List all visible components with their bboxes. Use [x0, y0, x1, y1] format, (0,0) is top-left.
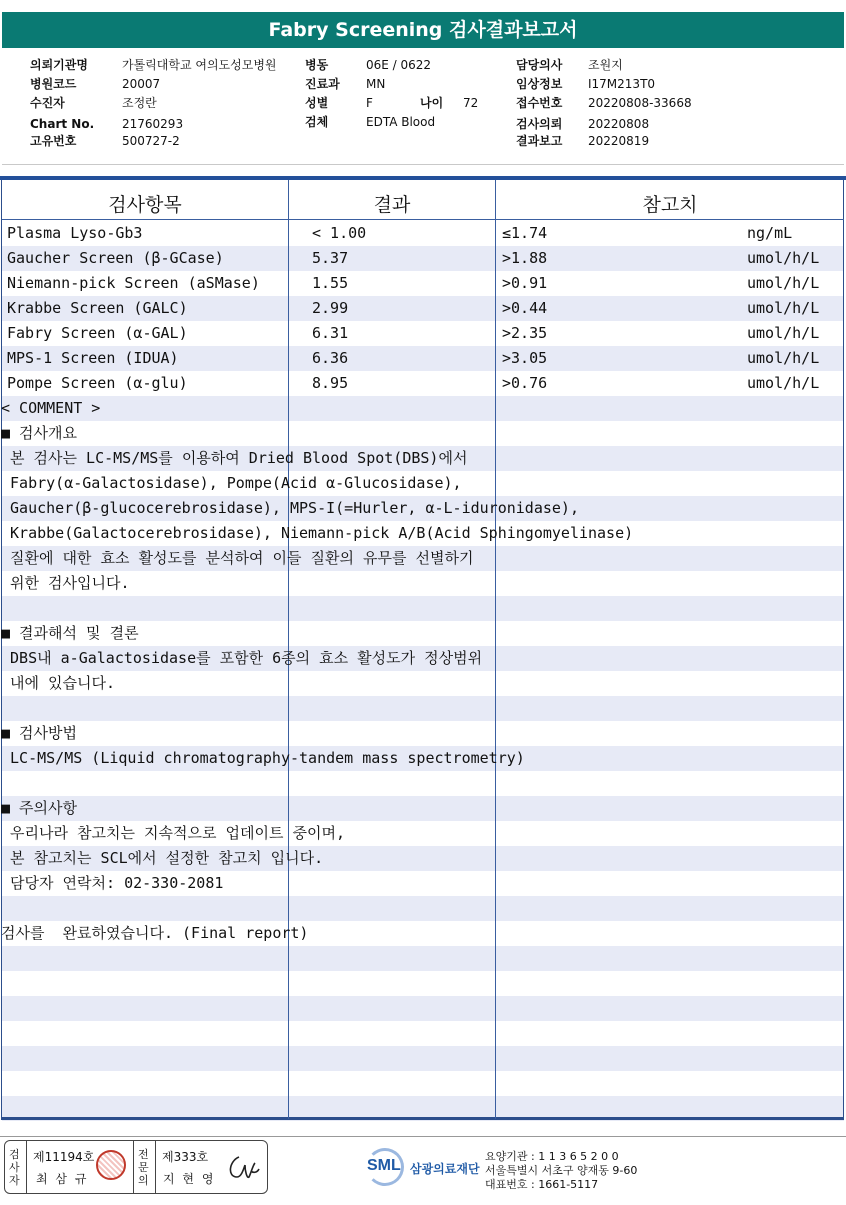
comment-line: Gaucher(β-glucocerebrosidase), MPS-I(=Hurler, α-L-iduronidase), [1, 499, 579, 517]
unit-cell: umol/h/L [747, 274, 820, 292]
report-title: Fabry Screening 검사결과보고서 [2, 12, 844, 48]
value-sex: F [366, 96, 373, 110]
label-request-date: 검사의뢰 [516, 117, 563, 131]
result-cell: 6.31 [312, 324, 349, 342]
unit-cell: umol/h/L [747, 249, 820, 267]
signer-1-name: 최 삼 규 [36, 1172, 89, 1186]
signer-1-license: 제11194호 [33, 1150, 95, 1164]
value-clinical-info: I17M213T0 [588, 77, 656, 91]
label-hospital-code: 병원코드 [30, 77, 77, 91]
comment-line: 검사를 완료하였습니다. (Final report) [1, 924, 309, 942]
reference-cell: >2.35 [502, 324, 548, 342]
comment-line: ■ 주의사항 [1, 799, 78, 817]
value-chart-no: 21760293 [122, 117, 184, 131]
label-specimen: 검체 [305, 115, 329, 129]
label-doctor: 담당의사 [516, 58, 563, 72]
label-unique-no: 고유번호 [30, 134, 77, 148]
test-item-cell: Plasma Lyso-Gb3 [7, 224, 143, 242]
label-clinical-info: 임상정보 [516, 77, 563, 91]
label-patient: 수진자 [30, 96, 65, 110]
test-item-cell: MPS-1 Screen (IDUA) [7, 349, 179, 367]
signer-1-role: 검사자 [9, 1148, 20, 1187]
footer-divider [0, 1136, 846, 1137]
test-item-cell: Gaucher Screen (β-GCase) [7, 249, 224, 267]
label-age: 나이 [420, 96, 444, 110]
value-age: 72 [463, 96, 479, 110]
test-item-cell: Fabry Screen (α-GAL) [7, 324, 188, 342]
org-number: 요양기관 : 1 1 3 6 5 2 0 0 [485, 1150, 619, 1163]
unit-cell: umol/h/L [747, 349, 820, 367]
reference-cell: >0.91 [502, 274, 548, 292]
comment-line: 담당자 연락처: 02-330-2081 [1, 874, 224, 892]
header-divider [2, 164, 844, 165]
comment-line: ■ 검사개요 [1, 424, 78, 442]
comment-line: ■ 결과해석 및 결론 [1, 624, 139, 642]
test-item-cell: Krabbe Screen (GALC) [7, 299, 188, 317]
result-cell: 2.99 [312, 299, 349, 317]
comment-line: < COMMENT > [1, 399, 101, 417]
reference-cell: >0.44 [502, 299, 548, 317]
comment-line: 위한 검사입니다. [1, 574, 130, 592]
header-reference: 참고치 [642, 194, 698, 216]
value-unique-no: 500727-2 [122, 134, 180, 148]
signature-divider-3 [155, 1141, 156, 1193]
comment-line: Fabry(α-Galactosidase), Pompe(Acid α-Glucosidase), [1, 474, 462, 492]
unit-cell: umol/h/L [747, 299, 820, 317]
org-address: 서울특별시 서초구 양재동 9-60 [485, 1164, 638, 1177]
reference-cell: ≤1.74 [502, 224, 548, 242]
comment-line: Krabbe(Galactocerebrosidase), Niemann-pick A/B(Acid Sphingomyelinase) [1, 524, 634, 542]
comment-line: 내에 있습니다. [1, 674, 116, 692]
result-cell: < 1.00 [312, 224, 367, 242]
unit-cell: umol/h/L [747, 374, 820, 392]
signer-2-license: 제333호 [162, 1150, 209, 1164]
comment-line: 우리나라 참고치는 지속적으로 업데이트 중이며, [1, 824, 345, 842]
comment-line: LC-MS/MS (Liquid chromatography-tandem mass spectrometry) [1, 749, 525, 767]
label-sex: 성별 [305, 96, 329, 110]
test-item-cell: Niemann-pick Screen (aSMase) [7, 274, 260, 292]
column-divider-2 [495, 180, 496, 1119]
header-result: 결과 [373, 194, 411, 216]
value-specimen: EDTA Blood [366, 115, 436, 129]
table-header-divider [2, 219, 844, 220]
signer-2-role: 전문의 [138, 1148, 149, 1187]
reference-cell: >1.88 [502, 249, 548, 267]
signature-divider-1 [26, 1141, 27, 1193]
test-item-cell: Pompe Screen (α-glu) [7, 374, 188, 392]
signature-divider-2 [133, 1141, 134, 1193]
logo-text: 삼광의료재단 [410, 1162, 480, 1176]
org-phone: 대표번호 : 1661-5117 [485, 1178, 599, 1191]
value-request-date: 20220808 [588, 117, 650, 131]
value-patient: 조정란 [122, 96, 157, 110]
reference-cell: >0.76 [502, 374, 548, 392]
value-hospital-code: 20007 [122, 77, 161, 91]
comment-line: 질환에 대한 효소 활성도를 분석하여 이들 질환의 유무를 선별하기 [1, 549, 474, 567]
label-department: 진료과 [305, 77, 340, 91]
value-report-date: 20220819 [588, 134, 650, 148]
comment-line: 본 참고치는 SCL에서 설정한 참고치 입니다. [1, 849, 324, 867]
unit-cell: umol/h/L [747, 324, 820, 342]
value-ward: 06E / 0622 [366, 58, 432, 72]
value-doctor: 조원지 [588, 58, 623, 72]
signature-icon [225, 1151, 261, 1185]
result-cell: 5.37 [312, 249, 349, 267]
value-receipt-no: 20220808-33668 [588, 96, 692, 110]
label-receipt-no: 접수번호 [516, 96, 563, 110]
comment-line: ■ 검사방법 [1, 724, 78, 742]
seal-stamp-icon [96, 1150, 126, 1180]
header-test-item: 검사항목 [108, 194, 182, 216]
reference-cell: >3.05 [502, 349, 548, 367]
comment-line: DBS내 a-Galactosidase를 포함한 6종의 효소 활성도가 정상범위 [1, 649, 483, 667]
comment-line: 본 검사는 LC-MS/MS를 이용하여 Dried Blood Spot(DBS)에서 [1, 449, 468, 467]
sml-logo-icon: SML [366, 1148, 406, 1188]
label-report-date: 결과보고 [516, 134, 563, 148]
label-chart-no: Chart No. [30, 117, 95, 131]
unit-cell: ng/mL [747, 224, 793, 242]
result-cell: 1.55 [312, 274, 349, 292]
result-cell: 8.95 [312, 374, 349, 392]
value-department: MN [366, 77, 386, 91]
result-cell: 6.36 [312, 349, 349, 367]
label-ward: 병동 [305, 58, 329, 72]
label-institution: 의뢰기관명 [30, 58, 88, 72]
value-institution: 가톨릭대학교 여의도성모병원 [122, 58, 277, 72]
signer-2-name: 지 현 영 [163, 1172, 216, 1186]
